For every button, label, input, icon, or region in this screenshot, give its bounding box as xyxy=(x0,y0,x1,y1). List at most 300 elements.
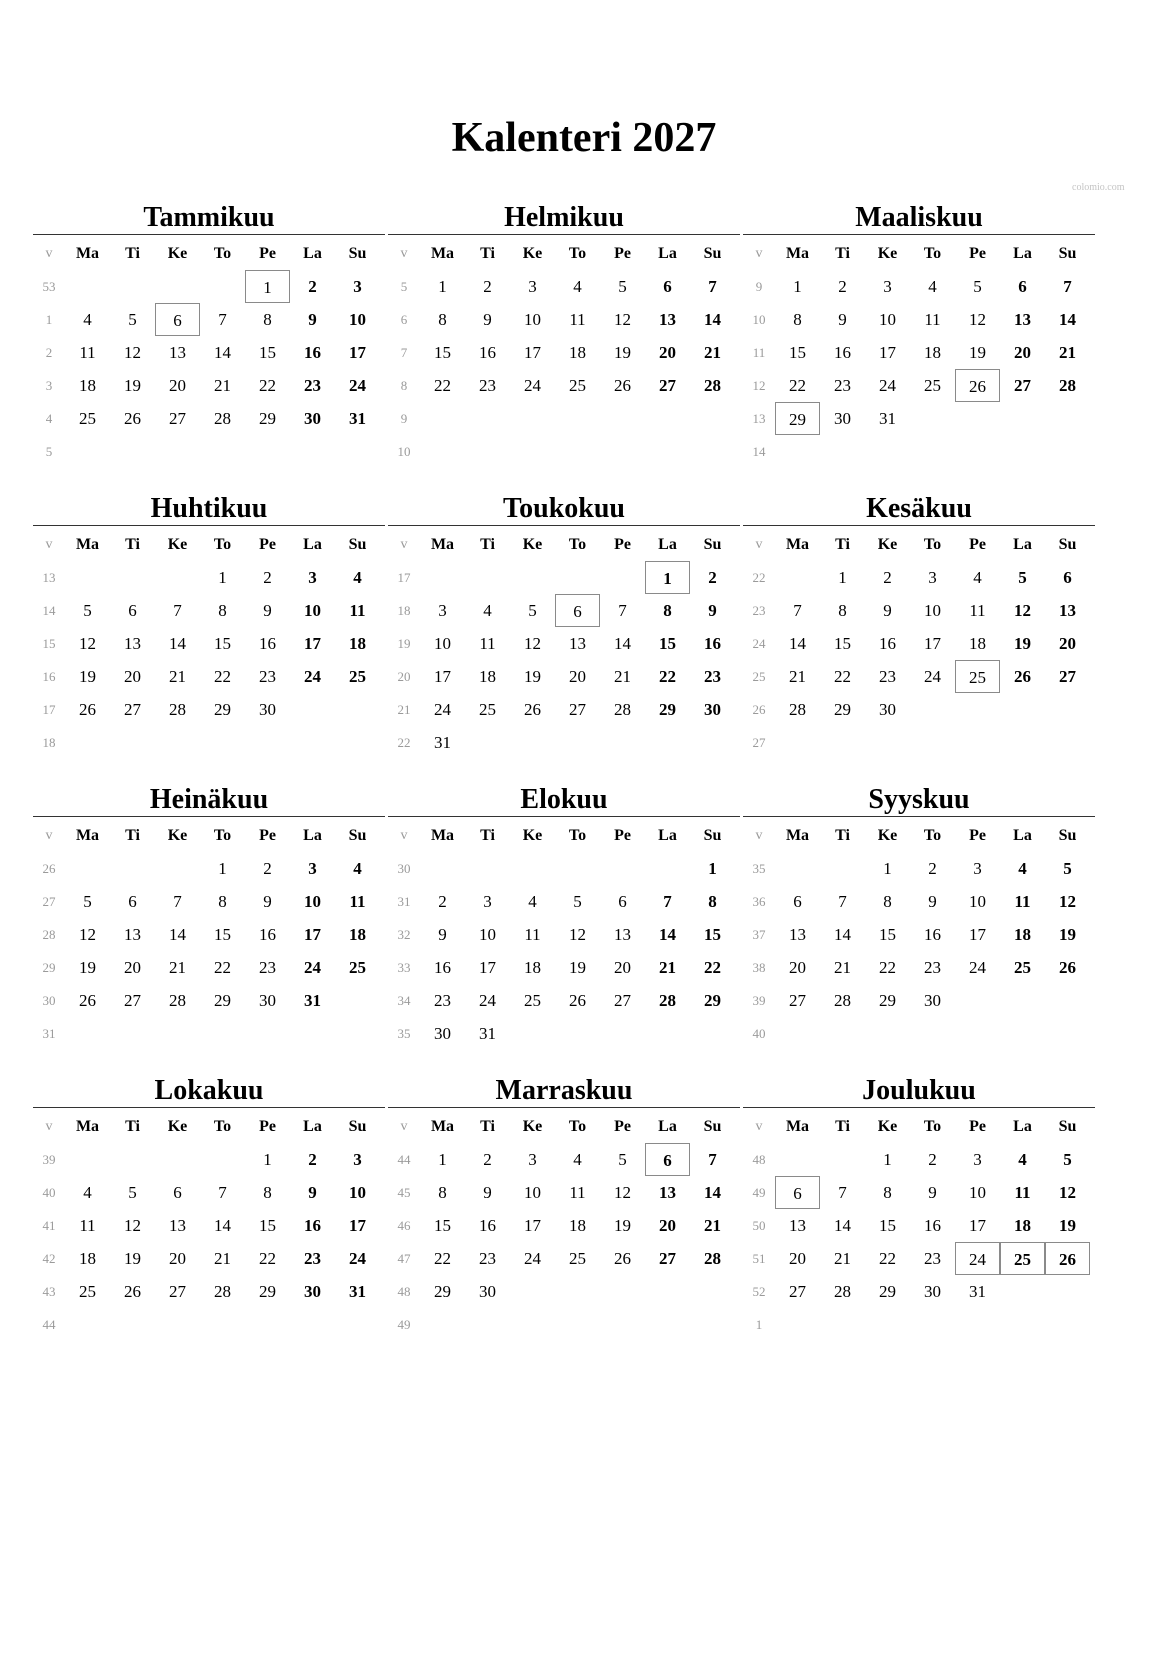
day-cell[interactable]: 1 xyxy=(645,561,690,594)
day-cell[interactable]: 26 xyxy=(1045,1242,1090,1275)
day-cell[interactable]: 1 xyxy=(438,1150,447,1169)
day-cell[interactable]: 22 xyxy=(214,667,231,686)
day-cell[interactable]: 25 xyxy=(1000,1242,1045,1275)
day-cell[interactable]: 23 xyxy=(834,376,851,395)
day-cell[interactable]: 9 xyxy=(263,892,272,911)
day-cell[interactable]: 14 xyxy=(704,310,721,329)
day-cell[interactable]: 23 xyxy=(879,667,896,686)
day-cell[interactable]: 4 xyxy=(1018,1150,1027,1169)
day-cell[interactable]: 28 xyxy=(834,991,851,1010)
day-cell[interactable]: 19 xyxy=(124,1249,141,1268)
day-cell[interactable]: 22 xyxy=(259,376,276,395)
day-cell[interactable]: 9 xyxy=(883,601,892,620)
day-cell[interactable]: 2 xyxy=(308,1150,317,1169)
day-cell[interactable]: 16 xyxy=(259,925,276,944)
day-cell[interactable]: 14 xyxy=(169,634,186,653)
day-cell[interactable]: 13 xyxy=(659,1183,676,1202)
day-cell[interactable]: 10 xyxy=(479,925,496,944)
day-cell[interactable]: 14 xyxy=(214,343,231,362)
day-cell[interactable]: 13 xyxy=(124,634,141,653)
day-cell[interactable]: 16 xyxy=(304,1216,321,1235)
day-cell[interactable]: 20 xyxy=(569,667,586,686)
day-cell[interactable]: 7 xyxy=(793,601,802,620)
day-cell[interactable]: 12 xyxy=(614,1183,631,1202)
day-cell[interactable]: 19 xyxy=(1059,1216,1076,1235)
day-cell[interactable]: 26 xyxy=(524,700,541,719)
day-cell[interactable]: 7 xyxy=(618,601,627,620)
day-cell[interactable]: 15 xyxy=(879,1216,896,1235)
day-cell[interactable]: 28 xyxy=(169,700,186,719)
day-cell[interactable]: 12 xyxy=(524,634,541,653)
day-cell[interactable]: 1 xyxy=(263,1150,272,1169)
day-cell[interactable]: 15 xyxy=(434,343,451,362)
day-cell[interactable]: 22 xyxy=(434,1249,451,1268)
day-cell[interactable]: 13 xyxy=(614,925,631,944)
day-cell[interactable]: 11 xyxy=(1014,892,1031,911)
day-cell[interactable]: 23 xyxy=(479,376,496,395)
day-cell[interactable]: 5 xyxy=(83,892,92,911)
day-cell[interactable]: 4 xyxy=(573,277,582,296)
day-cell[interactable]: 10 xyxy=(969,892,986,911)
day-cell[interactable]: 10 xyxy=(349,1183,366,1202)
day-cell[interactable]: 23 xyxy=(704,667,721,686)
day-cell[interactable]: 8 xyxy=(438,310,447,329)
day-cell[interactable]: 14 xyxy=(614,634,631,653)
day-cell[interactable]: 21 xyxy=(169,958,186,977)
credit-text[interactable]: colomio.com xyxy=(1072,182,1125,193)
day-cell[interactable]: 10 xyxy=(434,634,451,653)
day-cell[interactable]: 15 xyxy=(834,634,851,653)
day-cell[interactable]: 28 xyxy=(214,409,231,428)
day-cell[interactable]: 26 xyxy=(79,700,96,719)
day-cell[interactable]: 5 xyxy=(1018,568,1027,587)
day-cell[interactable]: 12 xyxy=(969,310,986,329)
day-cell[interactable]: 26 xyxy=(124,1282,141,1301)
day-cell[interactable]: 12 xyxy=(124,343,141,362)
day-cell[interactable]: 19 xyxy=(124,376,141,395)
day-cell[interactable]: 6 xyxy=(663,277,672,296)
day-cell[interactable]: 6 xyxy=(1018,277,1027,296)
day-cell[interactable]: 3 xyxy=(883,277,892,296)
day-cell[interactable]: 4 xyxy=(483,601,492,620)
day-cell[interactable]: 23 xyxy=(479,1249,496,1268)
day-cell[interactable]: 28 xyxy=(789,700,806,719)
day-cell[interactable]: 11 xyxy=(349,601,366,620)
day-cell[interactable]: 8 xyxy=(438,1183,447,1202)
day-cell[interactable]: 29 xyxy=(659,700,676,719)
day-cell[interactable]: 28 xyxy=(659,991,676,1010)
day-cell[interactable]: 2 xyxy=(483,277,492,296)
day-cell[interactable]: 17 xyxy=(524,1216,541,1235)
day-cell[interactable]: 26 xyxy=(124,409,141,428)
day-cell[interactable]: 28 xyxy=(1059,376,1076,395)
day-cell[interactable]: 17 xyxy=(479,958,496,977)
day-cell[interactable]: 8 xyxy=(263,1183,272,1202)
day-cell[interactable]: 16 xyxy=(259,634,276,653)
day-cell[interactable]: 27 xyxy=(659,1249,676,1268)
day-cell[interactable]: 4 xyxy=(83,1183,92,1202)
day-cell[interactable]: 17 xyxy=(969,925,986,944)
day-cell[interactable]: 8 xyxy=(883,892,892,911)
day-cell[interactable]: 24 xyxy=(349,376,366,395)
day-cell[interactable]: 12 xyxy=(1059,892,1076,911)
day-cell[interactable]: 25 xyxy=(569,376,586,395)
day-cell[interactable]: 9 xyxy=(483,310,492,329)
day-cell[interactable]: 16 xyxy=(304,343,321,362)
day-cell[interactable]: 19 xyxy=(79,667,96,686)
day-cell[interactable]: 6 xyxy=(793,892,802,911)
day-cell[interactable]: 17 xyxy=(879,343,896,362)
day-cell[interactable]: 13 xyxy=(789,925,806,944)
day-cell[interactable]: 31 xyxy=(349,409,366,428)
day-cell[interactable]: 19 xyxy=(1014,634,1031,653)
day-cell[interactable]: 12 xyxy=(79,634,96,653)
day-cell[interactable]: 20 xyxy=(1059,634,1076,653)
day-cell[interactable]: 29 xyxy=(214,991,231,1010)
day-cell[interactable]: 15 xyxy=(214,925,231,944)
day-cell[interactable]: 9 xyxy=(928,892,937,911)
day-cell[interactable]: 20 xyxy=(614,958,631,977)
day-cell[interactable]: 8 xyxy=(663,601,672,620)
day-cell[interactable]: 1 xyxy=(838,568,847,587)
day-cell[interactable]: 18 xyxy=(1014,925,1031,944)
day-cell[interactable]: 11 xyxy=(479,634,496,653)
day-cell[interactable]: 24 xyxy=(924,667,941,686)
day-cell[interactable]: 4 xyxy=(973,568,982,587)
day-cell[interactable]: 26 xyxy=(569,991,586,1010)
day-cell[interactable]: 7 xyxy=(218,1183,227,1202)
day-cell[interactable]: 6 xyxy=(1063,568,1072,587)
day-cell[interactable]: 18 xyxy=(349,925,366,944)
day-cell[interactable]: 12 xyxy=(614,310,631,329)
day-cell[interactable]: 18 xyxy=(1014,1216,1031,1235)
day-cell[interactable]: 26 xyxy=(955,369,1000,402)
day-cell[interactable]: 29 xyxy=(214,700,231,719)
day-cell[interactable]: 12 xyxy=(1014,601,1031,620)
day-cell[interactable]: 20 xyxy=(789,1249,806,1268)
day-cell[interactable]: 22 xyxy=(659,667,676,686)
day-cell[interactable]: 1 xyxy=(708,859,717,878)
day-cell[interactable]: 5 xyxy=(528,601,537,620)
day-cell[interactable]: 15 xyxy=(214,634,231,653)
day-cell[interactable]: 31 xyxy=(879,409,896,428)
day-cell[interactable]: 27 xyxy=(169,1282,186,1301)
day-cell[interactable]: 24 xyxy=(969,958,986,977)
day-cell[interactable]: 24 xyxy=(524,376,541,395)
day-cell[interactable]: 28 xyxy=(834,1282,851,1301)
day-cell[interactable]: 20 xyxy=(124,958,141,977)
day-cell[interactable]: 27 xyxy=(789,991,806,1010)
day-cell[interactable]: 1 xyxy=(245,270,290,303)
day-cell[interactable]: 21 xyxy=(834,1249,851,1268)
day-cell[interactable]: 12 xyxy=(1059,1183,1076,1202)
day-cell[interactable]: 31 xyxy=(434,733,451,752)
day-cell[interactable]: 29 xyxy=(704,991,721,1010)
day-cell[interactable]: 22 xyxy=(879,1249,896,1268)
day-cell[interactable]: 7 xyxy=(173,892,182,911)
day-cell[interactable]: 14 xyxy=(789,634,806,653)
day-cell[interactable]: 21 xyxy=(1059,343,1076,362)
day-cell[interactable]: 4 xyxy=(83,310,92,329)
day-cell[interactable]: 8 xyxy=(793,310,802,329)
day-cell[interactable]: 15 xyxy=(659,634,676,653)
day-cell[interactable]: 28 xyxy=(169,991,186,1010)
day-cell[interactable]: 13 xyxy=(569,634,586,653)
day-cell[interactable]: 17 xyxy=(969,1216,986,1235)
day-cell[interactable]: 27 xyxy=(1014,376,1031,395)
day-cell[interactable]: 21 xyxy=(214,376,231,395)
day-cell[interactable]: 13 xyxy=(659,310,676,329)
day-cell[interactable]: 2 xyxy=(838,277,847,296)
day-cell[interactable]: 7 xyxy=(838,892,847,911)
day-cell[interactable]: 20 xyxy=(789,958,806,977)
day-cell[interactable]: 21 xyxy=(789,667,806,686)
day-cell[interactable]: 4 xyxy=(353,568,362,587)
day-cell[interactable]: 11 xyxy=(569,1183,586,1202)
day-cell[interactable]: 27 xyxy=(614,991,631,1010)
day-cell[interactable]: 23 xyxy=(304,1249,321,1268)
day-cell[interactable]: 30 xyxy=(259,700,276,719)
day-cell[interactable]: 15 xyxy=(434,1216,451,1235)
day-cell[interactable]: 23 xyxy=(924,958,941,977)
day-cell[interactable]: 2 xyxy=(928,1150,937,1169)
day-cell[interactable]: 7 xyxy=(173,601,182,620)
day-cell[interactable]: 30 xyxy=(434,1024,451,1043)
day-cell[interactable]: 31 xyxy=(349,1282,366,1301)
day-cell[interactable]: 5 xyxy=(128,1183,137,1202)
day-cell[interactable]: 25 xyxy=(479,700,496,719)
day-cell[interactable]: 10 xyxy=(924,601,941,620)
day-cell[interactable]: 13 xyxy=(1059,601,1076,620)
day-cell[interactable]: 17 xyxy=(434,667,451,686)
day-cell[interactable]: 23 xyxy=(924,1249,941,1268)
day-cell[interactable]: 19 xyxy=(969,343,986,362)
day-cell[interactable]: 7 xyxy=(663,892,672,911)
day-cell[interactable]: 5 xyxy=(618,1150,627,1169)
day-cell[interactable]: 5 xyxy=(573,892,582,911)
day-cell[interactable]: 24 xyxy=(304,667,321,686)
day-cell[interactable]: 26 xyxy=(1059,958,1076,977)
day-cell[interactable]: 27 xyxy=(169,409,186,428)
day-cell[interactable]: 22 xyxy=(434,376,451,395)
day-cell[interactable]: 28 xyxy=(614,700,631,719)
day-cell[interactable]: 6 xyxy=(155,303,200,336)
day-cell[interactable]: 13 xyxy=(789,1216,806,1235)
day-cell[interactable]: 25 xyxy=(79,1282,96,1301)
day-cell[interactable]: 31 xyxy=(969,1282,986,1301)
day-cell[interactable]: 4 xyxy=(528,892,537,911)
day-cell[interactable]: 27 xyxy=(569,700,586,719)
day-cell[interactable]: 3 xyxy=(308,859,317,878)
day-cell[interactable]: 16 xyxy=(924,925,941,944)
day-cell[interactable]: 25 xyxy=(924,376,941,395)
day-cell[interactable]: 11 xyxy=(969,601,986,620)
day-cell[interactable]: 26 xyxy=(614,1249,631,1268)
day-cell[interactable]: 6 xyxy=(128,601,137,620)
day-cell[interactable]: 15 xyxy=(259,343,276,362)
day-cell[interactable]: 30 xyxy=(304,1282,321,1301)
day-cell[interactable]: 19 xyxy=(569,958,586,977)
day-cell[interactable]: 5 xyxy=(83,601,92,620)
day-cell[interactable]: 11 xyxy=(1014,1183,1031,1202)
day-cell[interactable]: 17 xyxy=(524,343,541,362)
day-cell[interactable]: 1 xyxy=(218,568,227,587)
day-cell[interactable]: 9 xyxy=(928,1183,937,1202)
day-cell[interactable]: 27 xyxy=(1059,667,1076,686)
day-cell[interactable]: 20 xyxy=(659,1216,676,1235)
day-cell[interactable]: 15 xyxy=(879,925,896,944)
day-cell[interactable]: 11 xyxy=(79,343,96,362)
day-cell[interactable]: 13 xyxy=(124,925,141,944)
day-cell[interactable]: 23 xyxy=(434,991,451,1010)
day-cell[interactable]: 3 xyxy=(353,1150,362,1169)
day-cell[interactable]: 11 xyxy=(79,1216,96,1235)
day-cell[interactable]: 16 xyxy=(479,1216,496,1235)
day-cell[interactable]: 28 xyxy=(704,1249,721,1268)
day-cell[interactable]: 27 xyxy=(124,700,141,719)
day-cell[interactable]: 20 xyxy=(1014,343,1031,362)
day-cell[interactable]: 26 xyxy=(614,376,631,395)
day-cell[interactable]: 10 xyxy=(304,601,321,620)
day-cell[interactable]: 18 xyxy=(924,343,941,362)
day-cell[interactable]: 3 xyxy=(483,892,492,911)
day-cell[interactable]: 16 xyxy=(434,958,451,977)
day-cell[interactable]: 11 xyxy=(569,310,586,329)
day-cell[interactable]: 2 xyxy=(308,277,317,296)
day-cell[interactable]: 2 xyxy=(483,1150,492,1169)
day-cell[interactable]: 24 xyxy=(524,1249,541,1268)
day-cell[interactable]: 14 xyxy=(659,925,676,944)
day-cell[interactable]: 2 xyxy=(708,568,717,587)
day-cell[interactable]: 8 xyxy=(838,601,847,620)
day-cell[interactable]: 29 xyxy=(834,700,851,719)
day-cell[interactable]: 15 xyxy=(704,925,721,944)
day-cell[interactable]: 23 xyxy=(259,667,276,686)
day-cell[interactable]: 17 xyxy=(304,925,321,944)
day-cell[interactable]: 31 xyxy=(479,1024,496,1043)
day-cell[interactable]: 17 xyxy=(924,634,941,653)
day-cell[interactable]: 6 xyxy=(128,892,137,911)
day-cell[interactable]: 5 xyxy=(618,277,627,296)
day-cell[interactable]: 26 xyxy=(79,991,96,1010)
day-cell[interactable]: 10 xyxy=(524,1183,541,1202)
day-cell[interactable]: 14 xyxy=(704,1183,721,1202)
day-cell[interactable]: 2 xyxy=(883,568,892,587)
day-cell[interactable]: 25 xyxy=(79,409,96,428)
day-cell[interactable]: 3 xyxy=(353,277,362,296)
day-cell[interactable]: 19 xyxy=(524,667,541,686)
day-cell[interactable]: 1 xyxy=(793,277,802,296)
day-cell[interactable]: 4 xyxy=(353,859,362,878)
day-cell[interactable]: 30 xyxy=(924,991,941,1010)
day-cell[interactable]: 30 xyxy=(304,409,321,428)
day-cell[interactable]: 24 xyxy=(304,958,321,977)
day-cell[interactable]: 11 xyxy=(349,892,366,911)
day-cell[interactable]: 11 xyxy=(924,310,941,329)
day-cell[interactable]: 21 xyxy=(214,1249,231,1268)
day-cell[interactable]: 18 xyxy=(479,667,496,686)
day-cell[interactable]: 22 xyxy=(879,958,896,977)
day-cell[interactable]: 7 xyxy=(708,1150,717,1169)
day-cell[interactable]: 19 xyxy=(614,343,631,362)
day-cell[interactable]: 30 xyxy=(259,991,276,1010)
day-cell[interactable]: 8 xyxy=(708,892,717,911)
day-cell[interactable]: 16 xyxy=(834,343,851,362)
day-cell[interactable]: 24 xyxy=(349,1249,366,1268)
day-cell[interactable]: 14 xyxy=(169,925,186,944)
day-cell[interactable]: 17 xyxy=(349,343,366,362)
day-cell[interactable]: 8 xyxy=(883,1183,892,1202)
day-cell[interactable]: 22 xyxy=(214,958,231,977)
day-cell[interactable]: 29 xyxy=(775,402,820,435)
day-cell[interactable]: 12 xyxy=(569,925,586,944)
day-cell[interactable]: 21 xyxy=(169,667,186,686)
day-cell[interactable]: 18 xyxy=(349,634,366,653)
day-cell[interactable]: 29 xyxy=(879,991,896,1010)
day-cell[interactable]: 3 xyxy=(438,601,447,620)
day-cell[interactable]: 24 xyxy=(879,376,896,395)
day-cell[interactable]: 25 xyxy=(524,991,541,1010)
day-cell[interactable]: 17 xyxy=(349,1216,366,1235)
day-cell[interactable]: 19 xyxy=(1059,925,1076,944)
day-cell[interactable]: 12 xyxy=(79,925,96,944)
day-cell[interactable]: 18 xyxy=(79,1249,96,1268)
day-cell[interactable]: 2 xyxy=(928,859,937,878)
day-cell[interactable]: 21 xyxy=(704,1216,721,1235)
day-cell[interactable]: 6 xyxy=(645,1143,690,1176)
day-cell[interactable]: 16 xyxy=(924,1216,941,1235)
day-cell[interactable]: 7 xyxy=(838,1183,847,1202)
day-cell[interactable]: 25 xyxy=(1014,958,1031,977)
day-cell[interactable]: 16 xyxy=(704,634,721,653)
day-cell[interactable]: 5 xyxy=(1063,1150,1072,1169)
day-cell[interactable]: 10 xyxy=(524,310,541,329)
day-cell[interactable]: 3 xyxy=(928,568,937,587)
day-cell[interactable]: 5 xyxy=(1063,859,1072,878)
day-cell[interactable]: 4 xyxy=(928,277,937,296)
day-cell[interactable]: 6 xyxy=(775,1176,820,1209)
day-cell[interactable]: 1 xyxy=(438,277,447,296)
day-cell[interactable]: 14 xyxy=(834,925,851,944)
day-cell[interactable]: 28 xyxy=(704,376,721,395)
day-cell[interactable]: 9 xyxy=(308,1183,317,1202)
day-cell[interactable]: 31 xyxy=(304,991,321,1010)
day-cell[interactable]: 9 xyxy=(438,925,447,944)
day-cell[interactable]: 3 xyxy=(528,277,537,296)
day-cell[interactable]: 11 xyxy=(524,925,541,944)
day-cell[interactable]: 20 xyxy=(124,667,141,686)
day-cell[interactable]: 9 xyxy=(708,601,717,620)
day-cell[interactable]: 25 xyxy=(569,1249,586,1268)
day-cell[interactable]: 18 xyxy=(969,634,986,653)
day-cell[interactable]: 21 xyxy=(834,958,851,977)
day-cell[interactable]: 3 xyxy=(308,568,317,587)
day-cell[interactable]: 4 xyxy=(573,1150,582,1169)
day-cell[interactable]: 30 xyxy=(704,700,721,719)
day-cell[interactable]: 23 xyxy=(259,958,276,977)
day-cell[interactable]: 27 xyxy=(124,991,141,1010)
day-cell[interactable]: 7 xyxy=(218,310,227,329)
day-cell[interactable]: 9 xyxy=(483,1183,492,1202)
day-cell[interactable]: 29 xyxy=(434,1282,451,1301)
day-cell[interactable]: 2 xyxy=(438,892,447,911)
day-cell[interactable]: 9 xyxy=(838,310,847,329)
day-cell[interactable]: 10 xyxy=(969,1183,986,1202)
day-cell[interactable]: 23 xyxy=(304,376,321,395)
day-cell[interactable]: 24 xyxy=(479,991,496,1010)
day-cell[interactable]: 20 xyxy=(659,343,676,362)
day-cell[interactable]: 13 xyxy=(169,343,186,362)
